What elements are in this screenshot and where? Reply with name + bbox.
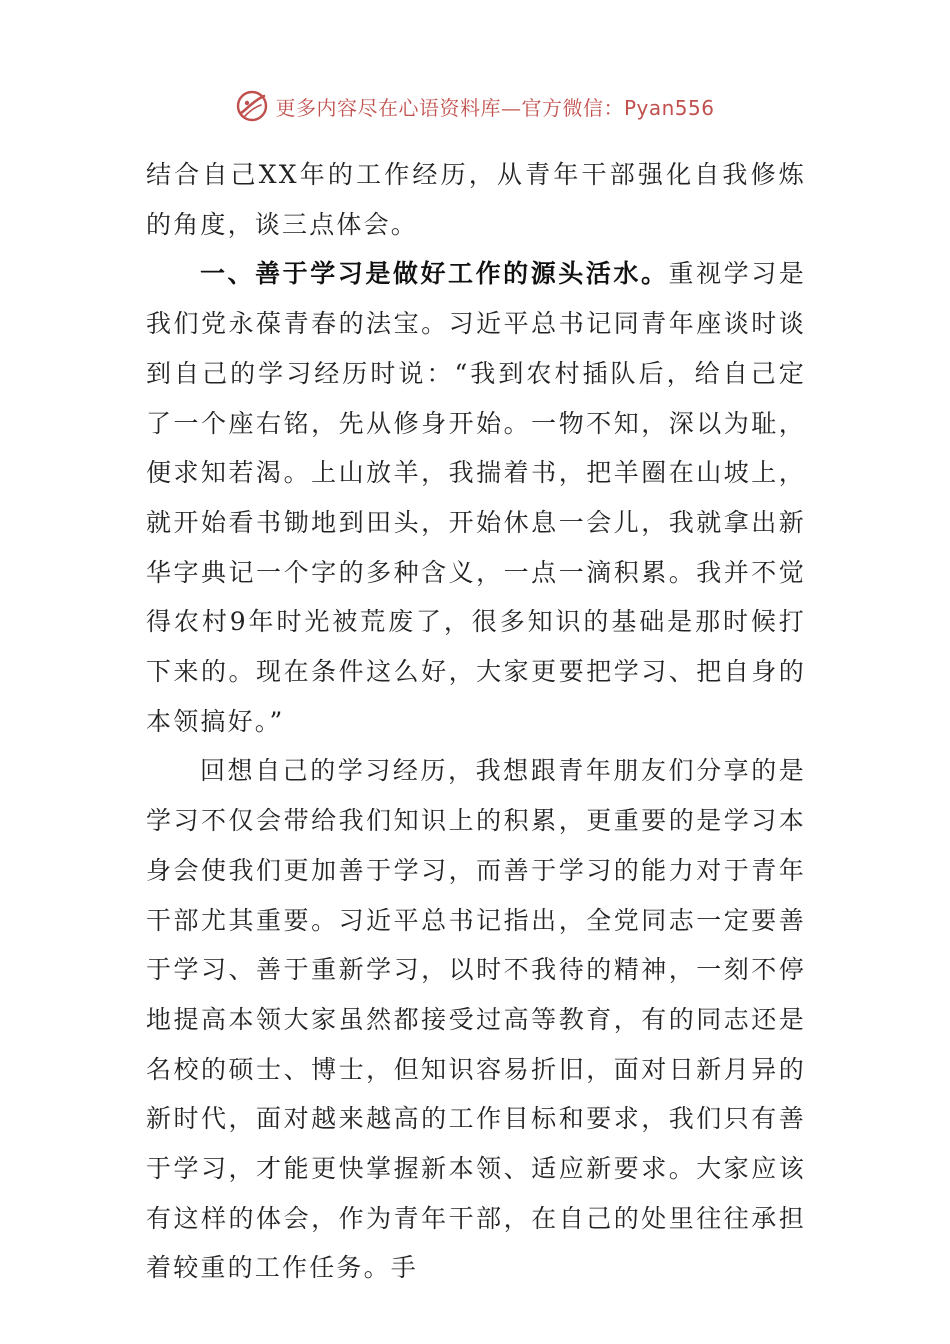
watermark-site-text: 更多内容尽在心语资料库 <box>275 95 501 120</box>
pen-swirl-icon <box>235 89 269 123</box>
paragraph-section-one <box>146 249 806 746</box>
section-one-body: 重视学习是我们党永葆青春的法宝。习近平总书记同青年座谈时谈到自己的学习经历时说：“我到农村插队后，给自己定了一个座右铭，先从修身开始。一物不知，深以为耻，便求知若渴。上山放羊，我揣着书，把羊圈在山坡上，就开始看书锄地到田头，开始休息一会儿，我就拿出新华字典记一个字的多种含义，一点一滴积累。我并不觉得农村9年时光被荒废了，很多知识的基础是那时候打下来的。现在条件这么好，大家更要把学习、把自身的本领搞好。” <box>146 259 806 736</box>
watermark-text <box>275 92 714 121</box>
paragraph-continuation: 结合自己XX年的工作经历，从青年干部强化自我修炼的角度，谈三点体会。 <box>146 160 806 239</box>
watermark-dash: — <box>500 95 522 120</box>
paragraph-reflection: 回想自己的学习经历，我想跟青年朋友们分享的是学习不仅会带给我们知识上的积累，更重要的是学习本身会使我们更加善于学习，而善于学习的能力对于青年干部尤其重要。习近平总书记指出，全党同志一定要善于学习、善于重新学习，以时不我待的精神，一刻不停地提高本领大家虽然都接受过高等教育，有的同志还是名校的硕士、博士，但知识容易折旧，面对日新月异的新时代，面对越来越高的工作目标和要求，我们只有善于学习，才能更快掌握新本领、适应新要求。大家应该有这样的体会，作为青年干部，在自己的处里往往承担着较重的工作任务。手 <box>146 756 806 1283</box>
watermark-wechat-text: 官方微信：Pyan556 <box>521 95 715 120</box>
section-one-heading: 一、善于学习是做好工作的源头活水。 <box>200 259 669 289</box>
watermark-header <box>0 86 950 126</box>
document-body <box>146 150 806 1293</box>
